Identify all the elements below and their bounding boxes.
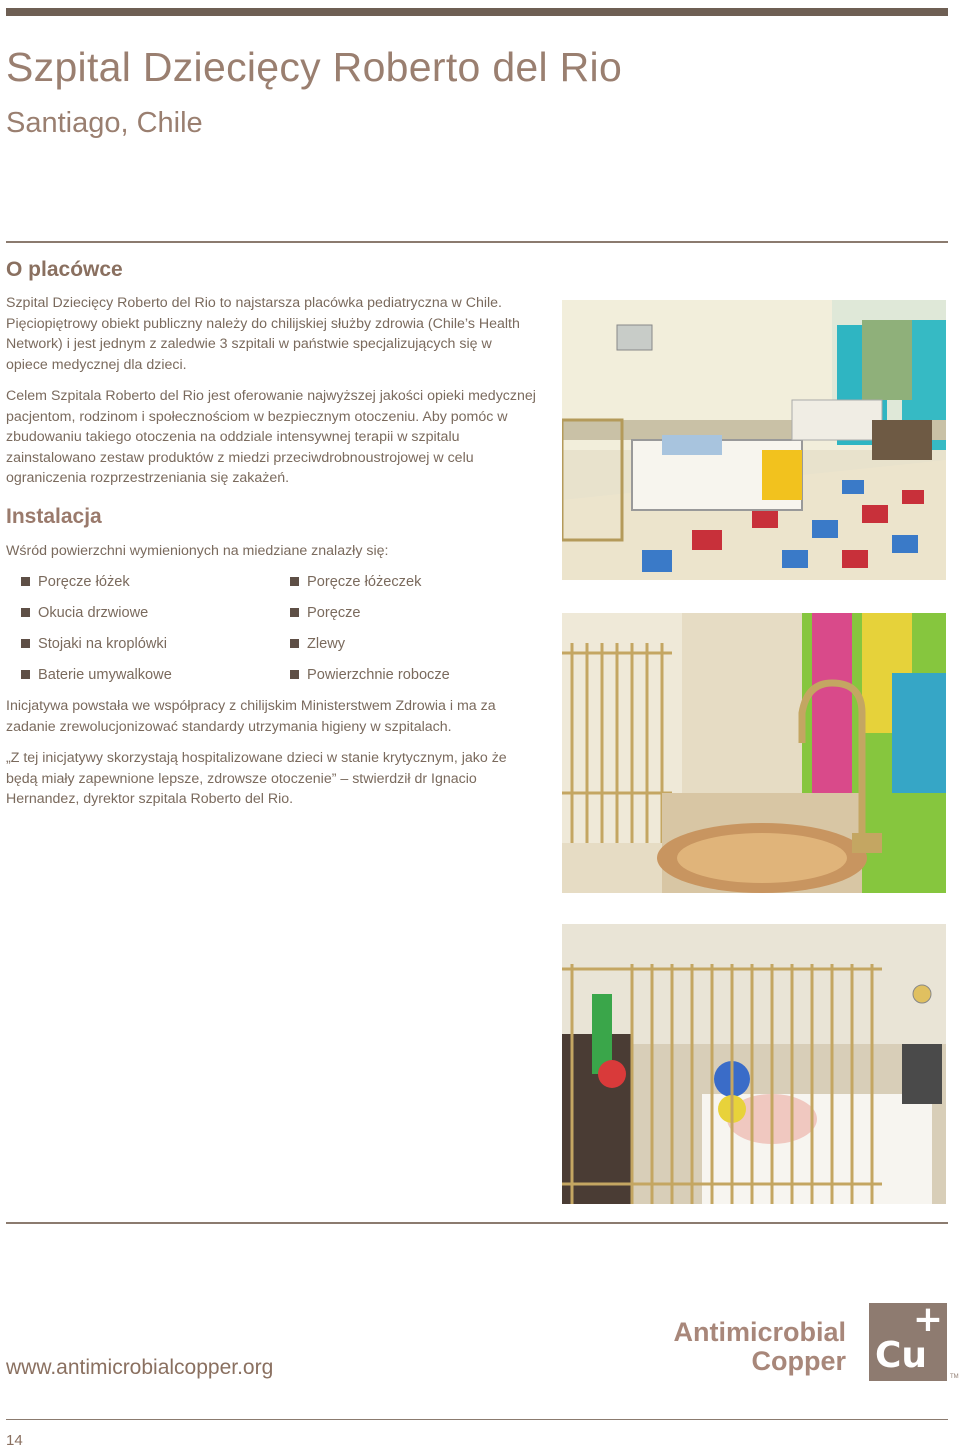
bullet-square-icon <box>21 639 30 648</box>
about-heading: O placówce <box>6 258 123 281</box>
list-item: Poręcze łóżeczek <box>290 566 450 597</box>
cu-logo-icon <box>869 1299 947 1381</box>
bullet-list-left <box>21 566 172 690</box>
list-item: Poręcze <box>290 597 450 628</box>
bullet-square-icon <box>21 670 30 679</box>
bullet-square-icon <box>290 608 299 617</box>
installation-paragraph-1: Inicjatywa powstała we współpracy z chilijskim Ministerstwem Zdrowia i ma za zadanie zrewolucjonizować standardy utrzymania higieny w szpitalach. <box>6 698 496 735</box>
about-paragraph-1: Szpital Dziecięcy Roberto del Rio to najstarsza placówka pediatryczna w Chile. Pięciopiętrowy obiekt publiczny należy do chilijskiej służby zdrowia (Chile’s Health Network) i jest jednym z zaledwie 3 szpitali w państwie specjalizujących się w opiece medycznej dla dzieci. <box>6 295 520 373</box>
page-subtitle: Santiago, Chile <box>6 107 203 139</box>
top-rule <box>6 8 948 16</box>
bullet-square-icon <box>21 577 30 586</box>
list-item: Okucia drzwiowe <box>21 597 172 628</box>
website-link[interactable]: www.antimicrobialcopper.org <box>6 1356 274 1379</box>
list-item: Powierzchnie robocze <box>290 659 450 690</box>
about-paragraph-2: Celem Szpitala Roberto del Rio jest oferowanie najwyższej jakości opieki medycznej pacjentom, rodzinom i społecznościom w bezpiecznym otoczeniu. Aby pomóc w zbudowaniu takiego otoczenia na oddziale intensywnej terapii w szpitalu zainstalowano zestaw produktów z miedzi przeciwdrobnoustrojowej w celu ograniczenia rozprzestrzeniania się zakażeń. <box>6 388 536 486</box>
logo-wordmark <box>673 1318 846 1376</box>
plus-symbol: + <box>912 1299 943 1340</box>
trademark-label: TM <box>950 1374 959 1380</box>
logo-line-1: Antimicrobial <box>673 1317 846 1347</box>
bullet-list-right <box>290 566 450 690</box>
list-item: Zlewy <box>290 628 450 659</box>
installation-intro: Wśród powierzchni wymienionych na miedziane znalazły się: <box>6 543 389 559</box>
bottom-divider <box>6 1222 948 1224</box>
bullet-square-icon <box>290 639 299 648</box>
photo-copper-sink-illustration <box>562 613 946 893</box>
bullet-square-icon <box>21 608 30 617</box>
cu-symbol: Cu <box>875 1335 928 1376</box>
list-item: Baterie umywalkowe <box>21 659 172 690</box>
photo-baby-crib-illustration <box>562 924 946 1204</box>
bullet-square-icon <box>290 577 299 586</box>
photo-hospital-room <box>562 300 946 580</box>
photo-copper-sink <box>562 613 946 893</box>
footer-divider <box>6 1419 948 1420</box>
installation-quote: „Z tej inicjatywy skorzystają hospitalizowane dzieci w stanie krytycznym, jako że będą miały zapewnione lepsze, zdrowsze otoczenie” – stwierdził dr Ignacio Hernandez, dyrektor szpitala Roberto del Rio. <box>6 750 507 807</box>
photo-baby-crib <box>562 924 946 1204</box>
logo-line-2: Copper <box>751 1346 846 1376</box>
photo-hospital-room-illustration <box>562 300 946 580</box>
page-title: Szpital Dziecięcy Roberto del Rio <box>6 44 623 90</box>
page-number: 14 <box>6 1432 23 1449</box>
installation-heading: Instalacja <box>6 505 102 528</box>
bullet-square-icon <box>290 670 299 679</box>
section-divider <box>6 241 948 243</box>
list-item: Stojaki na kroplówki <box>21 628 172 659</box>
list-item: Poręcze łóżek <box>21 566 172 597</box>
